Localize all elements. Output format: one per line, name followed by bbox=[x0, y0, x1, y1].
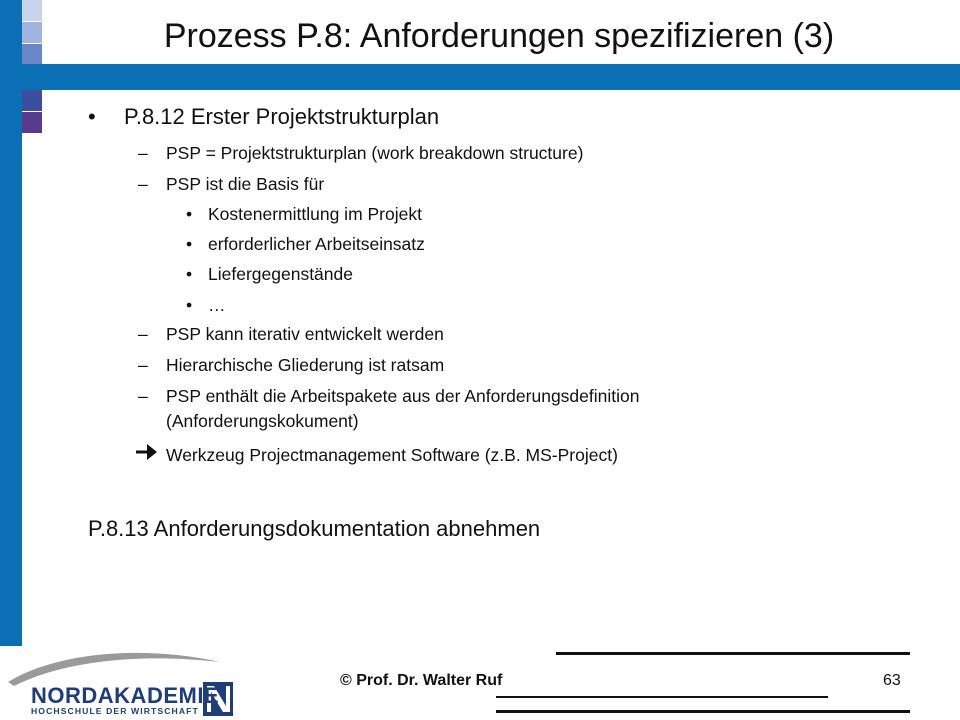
bullet-icon: • bbox=[186, 264, 193, 284]
page-number: 63 bbox=[883, 672, 901, 689]
sub-list-item: … bbox=[208, 295, 226, 315]
list-item: PSP = Projektstrukturplan (work breakdown structure) bbox=[166, 143, 584, 163]
deco-square-5 bbox=[22, 112, 42, 133]
deco-square-4 bbox=[22, 90, 42, 111]
section2-heading: P.8.13 Anforderungsdokumentation abnehmen bbox=[88, 516, 541, 541]
logo-subtitle: HOCHSCHULE DER WIRTSCHAFT bbox=[31, 706, 199, 716]
footer-author: © Prof. Dr. Walter Ruf bbox=[340, 672, 503, 689]
list-item: Hierarchische Gliederung ist ratsam bbox=[166, 355, 445, 375]
deco-square-3 bbox=[22, 44, 42, 65]
deco-square-1 bbox=[22, 0, 42, 21]
bullet-icon: • bbox=[186, 295, 193, 315]
title-band bbox=[0, 64, 960, 90]
list-item: PSP ist die Basis für bbox=[166, 174, 325, 194]
footer-rule-top bbox=[556, 652, 910, 655]
logo-name: NORDAKADEMIE bbox=[31, 683, 220, 708]
bullet-icon: • bbox=[88, 104, 96, 129]
list-item-continuation: (Anforderungskokument) bbox=[166, 411, 359, 431]
arrow-item: Werkzeug Projectmanagement Software (z.B. MS-Project) bbox=[166, 445, 618, 465]
section1-heading: P.8.12 Erster Projektstrukturplan bbox=[124, 104, 440, 129]
dash-icon: – bbox=[138, 174, 148, 194]
list-item: PSP enthält die Arbeitspakete aus der Anforderungsdefinition bbox=[166, 386, 640, 406]
deco-square-2 bbox=[22, 22, 42, 43]
sub-list-item: erforderlicher Arbeitseinsatz bbox=[208, 234, 425, 254]
dash-icon: – bbox=[138, 355, 148, 375]
dash-icon: – bbox=[138, 143, 148, 163]
footer-rule-mid bbox=[496, 696, 828, 698]
slide-title: Prozess P.8: Anforderungen spezifizieren (3) bbox=[163, 17, 835, 55]
list-item: PSP kann iterativ entwickelt werden bbox=[166, 324, 444, 344]
dash-icon: – bbox=[138, 386, 148, 406]
dash-icon: – bbox=[138, 324, 148, 344]
left-accent-bar bbox=[0, 0, 22, 646]
bullet-icon: • bbox=[186, 204, 193, 224]
sub-list-item: Kostenermittlung im Projekt bbox=[208, 204, 422, 224]
sub-list-item: Liefergegenstände bbox=[208, 264, 353, 284]
bullet-icon: • bbox=[186, 234, 193, 254]
footer-rule-bottom bbox=[496, 710, 910, 713]
right-arrow-icon bbox=[136, 443, 158, 466]
